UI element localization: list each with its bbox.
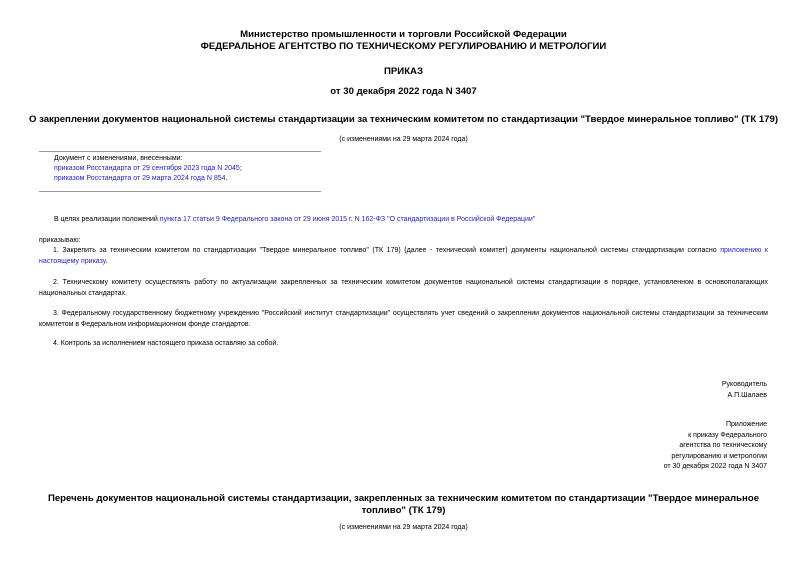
changes-intro: Документ с изменениями, внесенными: — [54, 155, 183, 162]
change-item: приказом Росстандарта от 29 сентября 2023 года N 2045; — [54, 165, 242, 173]
order-item-1: 1. Закрепить за техническим комитетом по стандартизации "Твердое минеральное топливо" (ТК 179) (далее - технический комитет) документы национальной системы стандартизации согласно приложению к настоящему приказу. — [39, 247, 768, 265]
document-type: ПРИКАЗ — [384, 66, 423, 77]
document-title: О закреплении документов национальной системы стандартизации за техническим комитетом по стандартизации "Твердое минеральное топливо" (ТК 179) — [28, 114, 779, 125]
list-amendment-note: (с изменениями на 29 марта 2024 года) — [339, 524, 468, 531]
change-item: приказом Росстандарта от 29 марта 2024 года N 854. — [54, 175, 228, 183]
order-item-2: 2. Техническому комитету осуществлять работу по актуализации закрепленных за техническим комитетом документов национальной системы стандартизации в порядке, установленном в основополагающих национальных стандартах. — [39, 279, 768, 297]
ministry-name: Министерство промышленности и торговли Российской Федерации — [240, 29, 567, 40]
changes-box-top-rule — [39, 151, 321, 152]
order-item-3: 3. Федеральному государственному бюджетному учреждению "Российский институт стандартизации" осуществлять учет сведений о закреплении документов национальной системы стандартизации за техническим комитетом в Федеральном информационном фонде стандартов. — [39, 310, 768, 328]
signatory-position: Руководитель — [721, 381, 767, 388]
appendix-link[interactable]: приложению к настоящему приказу — [39, 247, 768, 265]
document-date: от 30 декабря 2022 года N 3407 — [330, 86, 477, 97]
order-word: приказываю: — [39, 237, 81, 244]
order-item-4: 4. Контроль за исполнением настоящего приказа оставляю за собой. — [53, 340, 279, 347]
list-title: Перечень документов национальной системы стандартизации, закрепленных за техническим комитетом по стандартизации "Твердое минеральное топливо" (ТК 179) — [47, 493, 760, 516]
change-link-854[interactable]: приказом Росстандарта от 29 марта 2024 года N 854 — [54, 175, 226, 183]
agency-name: ФЕДЕРАЛЬНОЕ АГЕНТСТВО ПО ТЕХНИЧЕСКОМУ РЕГУЛИРОВАНИЮ И МЕТРОЛОГИИ — [200, 41, 607, 52]
changes-box — [54, 154, 354, 185]
preamble: В целях реализации положений пункта 17 статьи 9 Федерального закона от 29 июня 2015 г. N 162-ФЗ "О стандартизации в Российской Федерации" — [54, 216, 536, 223]
changes-box-bottom-rule — [39, 191, 321, 192]
signatory-name: А.П.Шалаев — [727, 392, 767, 399]
amendment-note: (с изменениями на 29 марта 2024 года) — [339, 136, 468, 143]
signature-block — [722, 379, 767, 401]
change-link-2045[interactable]: приказом Росстандарта от 29 сентября 2023 года N 2045 — [54, 165, 240, 173]
appendix-block: Приложение к приказу Федерального агентства по техническому регулированию и метрологии от 30 декабря 2022 года N 3407 — [663, 421, 767, 471]
federal-law-link[interactable]: пункта 17 статьи 9 Федерального закона от 29 июня 2015 г. N 162-ФЗ "О стандартизации в Российской Федерации" — [159, 216, 536, 223]
